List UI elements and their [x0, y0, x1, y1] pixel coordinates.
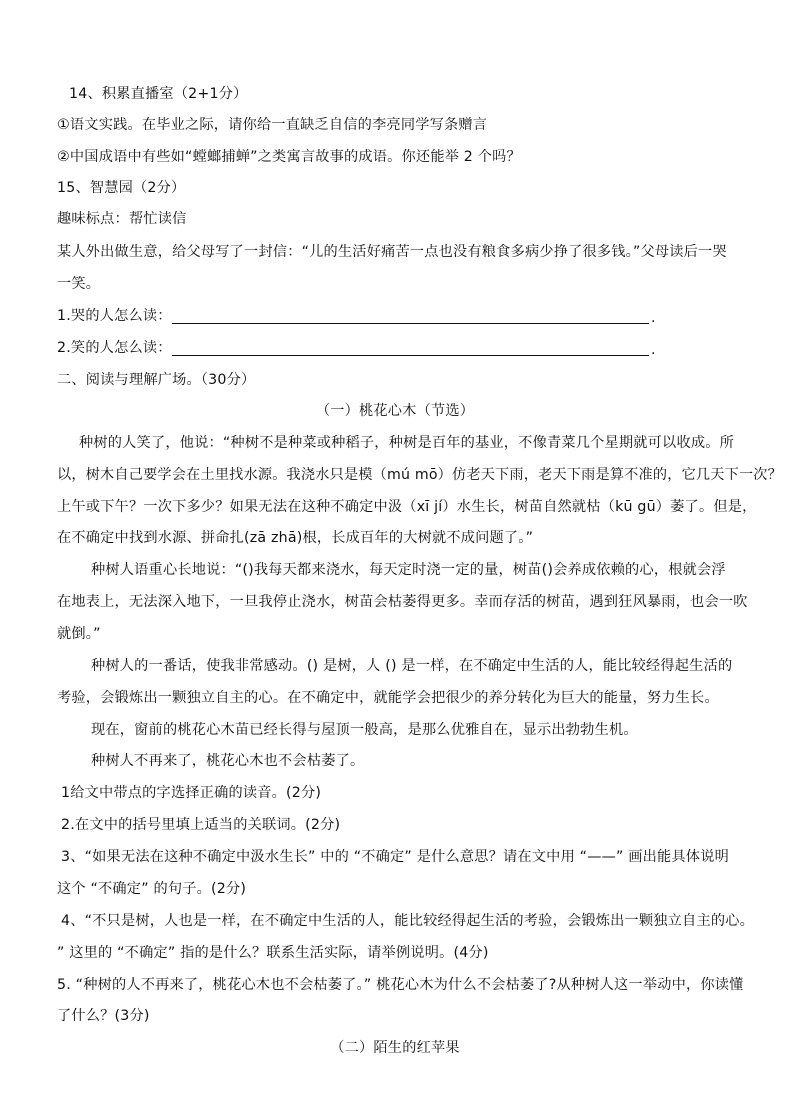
passage-1-line: 种树人的一番话，使我非常感动。() 是树，人 () 是一样，在不确定中生活的人，能比较经得起生活的: [91, 658, 733, 674]
section-2-heading: 二、阅读与理解广场。（30分）: [57, 372, 256, 388]
passage-1-line: 就倒。”: [57, 626, 101, 642]
passage-1-question: 1给文中带点的字选择正确的读音。(2分): [61, 785, 322, 801]
passage-1-question: 3、“如果无法在这种不确定中汲水生长” 中的 “不确定” 是什么意思？请在文中用 “——” 画出能具体说明: [61, 849, 729, 865]
passage-1-question: 5. “种树的人不再来了，桃花心木也不会枯萎了。” 桃花心木为什么不会枯萎了?从种树人这一举动中，你读懂: [57, 977, 744, 993]
passage-1-question: 了什么？(3分): [57, 1008, 150, 1024]
q14-title: 14、积累直播室（2+1分）: [69, 86, 248, 102]
q15-subtitle: 趣味标点：帮忙读信: [57, 211, 187, 227]
q15-laugh-end-mark: .: [651, 342, 656, 358]
passage-1-line: 上午或下午？一次下多少？如果无法在这种不确定中汲（xī jí）水生长，树苗自然就枯（kū gū）萎了。但是，: [57, 499, 757, 515]
q15-cry-end-mark: .: [651, 310, 656, 326]
passage-1-line: 现在，窗前的桃花心木苗已经长得与屋顶一般高，是那么优雅自在，显示出勃勃生机。: [91, 722, 638, 738]
passage-1-line: 种树人语重心长地说：“()我每天都来浇水，每天定时浇一定的量，树苗()会养成依赖的心，根就会浮: [91, 562, 726, 578]
q14-item-1: ①语文实践。在毕业之际，请你给一直缺乏自信的李亮同学写条赠言: [57, 117, 488, 133]
q14-item-2: ②中国成语中有些如“螳螂捕蝉”之类寓言故事的成语。你还能举 2 个吗？: [57, 149, 521, 165]
passage-1-line: 以，树木自己要学会在土里找水源。我浇水只是模（mú mō）仿老天下雨，老天下雨是算不准的，它几天下一次？: [57, 467, 783, 483]
q15-story-line-1: 某人外出做生意，给父母写了一封信：“儿的生活好痛苦一点也没有粮食多病少挣了很多钱。”父母读后一哭: [57, 244, 727, 260]
passage-1-line: 种树人不再来了，桃花心木也不会枯萎了。: [91, 753, 365, 769]
passage-1-question: ” 这里的 “不确定” 指的是什么？联系生活实际，请举例说明。(4分): [57, 945, 489, 961]
passage-1-line: 种树的人笑了，他说：“种树不是种菜或种稻子，种树是百年的基业，不像青菜几个星期就可以收成。所: [79, 435, 734, 451]
q15-cry-label: 1.哭的人怎么读：: [57, 308, 172, 324]
passage-1-question: 这个 “不确定” 的句子。(2分): [57, 881, 247, 897]
passage-1-line: 在地表上，无法深入地下，一旦我停止浇水，树苗会枯萎得更多。幸而存活的树苗，遇到狂风暴雨，也会一吹: [57, 594, 748, 610]
q15-laugh-answer-line[interactable]: [172, 355, 649, 356]
q15-cry-answer-line[interactable]: [172, 323, 649, 324]
passage-1-title: （一）桃花心木（节选）: [315, 403, 475, 419]
passage-1-question: 2.在文中的括号里填上适当的关联词。(2分): [61, 817, 341, 833]
passage-2-title: （二）陌生的红苹果: [330, 1040, 460, 1056]
q15-story-line-2: 一笑。: [57, 276, 101, 292]
passage-1-line: 在不确定中找到水源、拼命扎(zā zhā)根，长成百年的大树就不成问题了。”: [57, 530, 534, 546]
q15-title: 15、智慧园（2分）: [57, 180, 186, 196]
passage-1-line: 考验，会锻炼出一颗独立自主的心。在不确定中，就能学会把很少的养分转化为巨大的能量，努力生长。: [57, 690, 719, 706]
passage-1-question: 4、“不只是树，人也是一样，在不确定中生活的人，能比较经得起生活的考验，会锻炼出一颗独立自主的心。: [61, 913, 754, 929]
q15-laugh-label: 2.笑的人怎么读：: [57, 340, 172, 356]
